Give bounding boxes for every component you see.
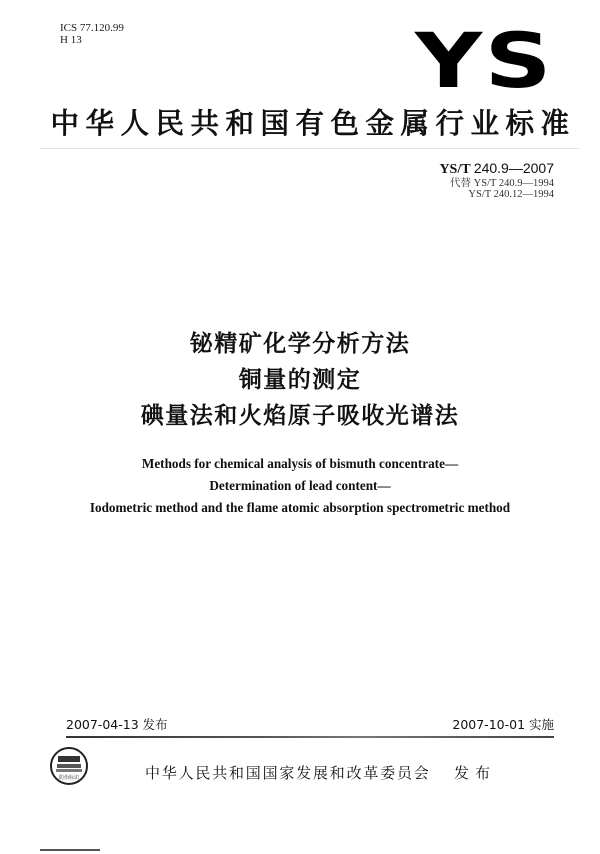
standard-code: 240.9—2007 xyxy=(473,160,554,176)
replaces-label: 代替 xyxy=(450,178,472,189)
ics-code: ICS 77.120.99 xyxy=(60,22,124,34)
seal-text: 防伪标识 xyxy=(58,775,79,781)
replaces-line-1 xyxy=(439,178,554,189)
english-title-line: Determination of lead content— xyxy=(209,478,391,493)
issue-date: 2007-04-13 发布 xyxy=(66,717,168,732)
dates-row xyxy=(66,715,554,733)
english-title-line: Iodometric method and the flame atomic absorption spectrometric method xyxy=(89,500,511,515)
replaced-standard: YS/T 240.9—1994 xyxy=(473,178,554,189)
header-divider xyxy=(40,148,580,149)
chinese-title-line: 铋精矿化学分析方法 xyxy=(189,331,411,357)
issuing-authority: 中华人民共和国国家发展和改革委员会 xyxy=(145,764,431,782)
footer-mark xyxy=(40,849,100,851)
english-title-line: Methods for chemical analysis of bismuth concentrate— xyxy=(141,456,459,471)
standard-number xyxy=(439,160,554,178)
ccs-code: H 13 xyxy=(60,34,82,46)
chinese-title-line: 铜量的测定 xyxy=(238,367,362,393)
dates-divider xyxy=(66,736,554,738)
chinese-title xyxy=(0,326,600,434)
replaced-standard: YS/T 240.12—1994 xyxy=(468,189,554,200)
ys-logo: YS xyxy=(415,16,554,105)
standard-prefix: YS/T xyxy=(439,162,471,177)
standard-type-title: 中华人民共和国有色金属行业标准 xyxy=(50,107,576,140)
seal-band xyxy=(57,764,81,768)
seal-band xyxy=(58,756,80,762)
issue-label: 发布 xyxy=(454,764,497,782)
implementation-date: 2007-10-01 实施 xyxy=(452,717,554,732)
english-title xyxy=(0,453,600,519)
standard-number-block xyxy=(439,160,554,200)
chinese-title-line: 碘量法和火焰原子吸收光谱法 xyxy=(140,403,460,429)
classification-codes xyxy=(60,22,124,46)
seal-band xyxy=(56,769,82,772)
anti-counterfeit-seal-icon xyxy=(50,747,88,785)
